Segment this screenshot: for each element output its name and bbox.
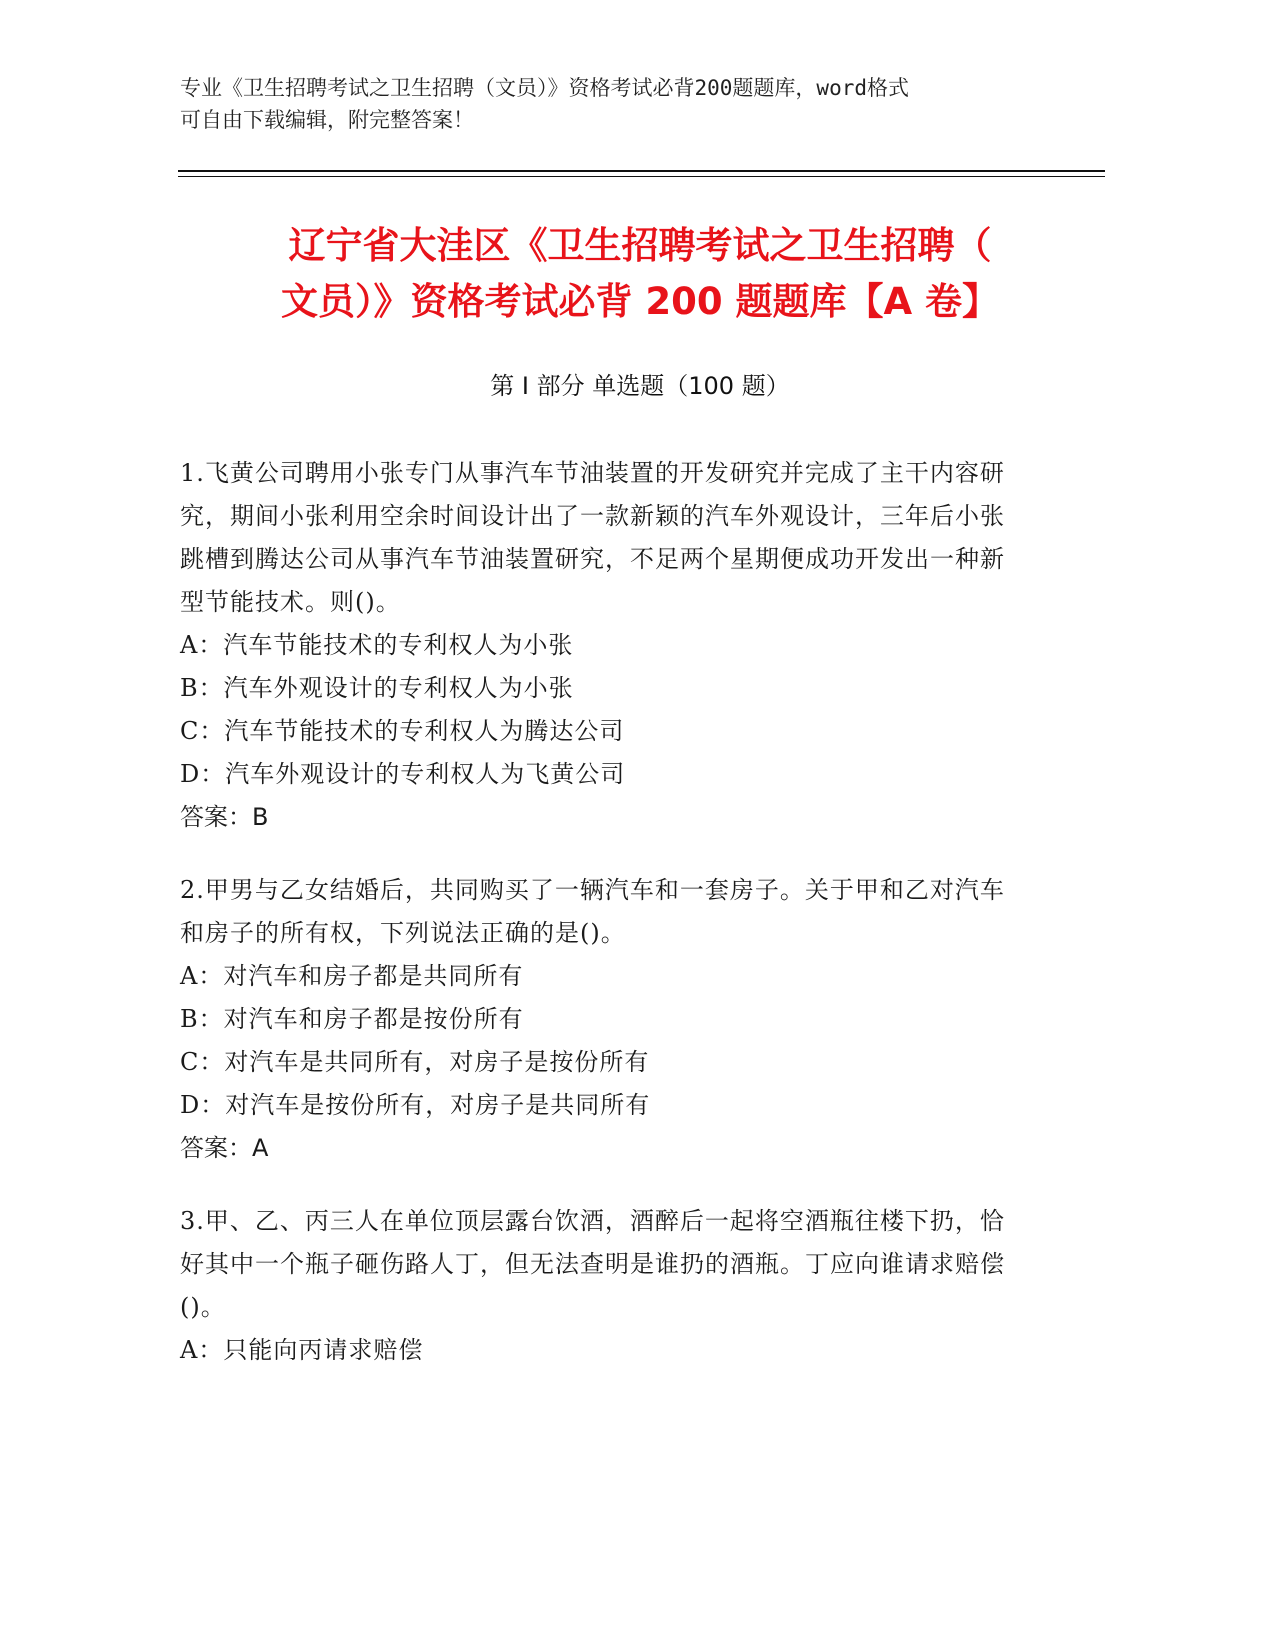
section-heading: 第 I 部分 单选题（100 题）: [490, 372, 790, 400]
document-title-line-1: 辽宁省大洼区《卫生招聘考试之卫生招聘（: [288, 224, 992, 267]
header-note: [180, 72, 1060, 136]
option-a: A：只能向丙请求赔偿: [180, 1336, 424, 1364]
option-b: B：对汽车和房子都是按份所有: [180, 1005, 524, 1033]
header-note-line-2: 可自由下载编辑，附完整答案！: [180, 108, 474, 132]
document-title: [180, 218, 1100, 330]
answer-line: 答案：A: [180, 1134, 269, 1162]
question-3: [180, 1200, 1020, 1372]
document-title-line-2: 文员）》资格考试必背 200 题题库【A 卷】: [280, 280, 999, 323]
question-stem: 3.甲、乙、丙三人在单位顶层露台饮酒，酒醉后一起将空酒瓶往楼下扔，恰好其中一个瓶子砸伤路人丁，但无法查明是谁扔的酒瓶。丁应向谁请求赔偿()。: [180, 1207, 1005, 1321]
header-divider-thick: [178, 170, 1105, 172]
header-note-line-1: 专业《卫生招聘考试之卫生招聘（文员）》资格考试必背200题题库，word格式: [180, 76, 909, 100]
option-c: C：汽车节能技术的专利权人为腾达公司: [180, 717, 625, 745]
question-2: [180, 869, 1020, 1170]
option-b: B：汽车外观设计的专利权人为小张: [180, 674, 574, 702]
question-stem: 2.甲男与乙女结婚后，共同购买了一辆汽车和一套房子。关于甲和乙对汽车和房子的所有权，下列说法正确的是()。: [180, 876, 1005, 947]
question-1: [180, 452, 1020, 839]
option-d: D：汽车外观设计的专利权人为飞黄公司: [180, 760, 626, 788]
option-a: A：对汽车和房子都是共同所有: [180, 962, 524, 990]
answer-line: 答案：B: [180, 803, 269, 831]
header-divider-thin: [178, 176, 1105, 177]
question-list: [180, 452, 1020, 1402]
option-d: D：对汽车是按份所有，对房子是共同所有: [180, 1091, 651, 1119]
question-stem: 1.飞黄公司聘用小张专门从事汽车节油装置的开发研究并完成了主干内容研究，期间小张利用空余时间设计出了一款新颖的汽车外观设计，三年后小张跳槽到腾达公司从事汽车节油装置研究，不足两个星期便成功开发出一种新型节能技术。则()。: [180, 459, 1005, 616]
option-c: C：对汽车是共同所有，对房子是按份所有: [180, 1048, 650, 1076]
option-a: A：汽车节能技术的专利权人为小张: [180, 631, 574, 659]
